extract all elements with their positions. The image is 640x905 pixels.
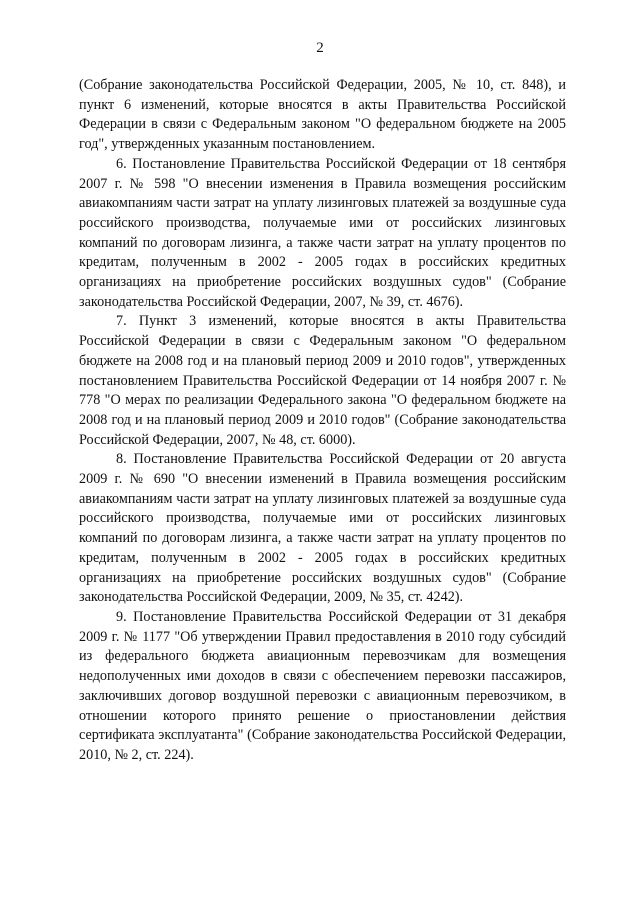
- list-item-7: 7. Пункт 3 изменений, которые вносятся в акты Правительства Российской Федерации в связи с Федеральным законом "О федеральном бюджете на 2008 год и на плановый период 2009 и 2010 годов", утвержденных постановлением Правительства Российской Федерации от 14 ноября 2007 г. № 778 "О мерах по реализации Федерального закона "О федеральном бюджете на 2008 год и на плановый период 2009 и 2010 годов" (Собрание законодательства Российской Федерации, 2007, № 48, ст. 6000).: [79, 313, 566, 448]
- list-item-9: 9. Постановление Правительства Российской Федерации от 31 декабря 2009 г. № 1177 "Об утверждении Правил предоставления в 2010 году субсидий из федерального бюджета авиационным перевозчикам для возмещения недополученных ими доходов в связи с обеспечением перевозки пассажиров, заключивших договор воздушной перевозки с авиационным перевозчиком, в отношении которого принято решение о приостановлении действия сертификата эксплуатанта" (Собрание законодательства Российской Федерации, 2010, № 2, ст. 224).: [79, 608, 566, 763]
- page-number: 2: [316, 40, 324, 56]
- paragraph-continuation: (Собрание законодательства Российской Федерации, 2005, № 10, ст. 848), и пункт 6 изменений, которые вносятся в акты Правительства Российской Федерации в связи с Федеральным законом "О федеральном бюджете на 2005 год", утвержденных указанным постановлением.: [79, 77, 566, 153]
- list-item-6: 6. Постановление Правительства Российской Федерации от 18 сентября 2007 г. № 598 "О внесении изменения в Правила возмещения российским авиакомпаниям части затрат на уплату лизинговых платежей за воздушные суда российского производства, получаемые ими от российских лизинговых компаний по договорам лизинга, а также части затрат на уплату процентов по кредитам, полученным в 2002 - 2005 годах в российских кредитных организациях на приобретение российских воздушных судов" (Собрание законодательства Российской Федерации, 2007, № 39, ст. 4676).: [79, 155, 566, 310]
- document-body: [79, 76, 566, 766]
- list-item-8: 8. Постановление Правительства Российской Федерации от 20 августа 2009 г. № 690 "О внесении изменений в Правила возмещения российским авиакомпаниям части затрат на уплату лизинговых платежей за воздушные суда российского производства, получаемые ими от российских лизинговых компаний по договорам лизинга, а также части затрат на уплату процентов по кредитам, полученным в 2002 - 2005 годах в российских кредитных организациях на приобретение российских воздушных судов" (Собрание законодательства Российской Федерации, 2009, № 35, ст. 4242).: [79, 451, 566, 606]
